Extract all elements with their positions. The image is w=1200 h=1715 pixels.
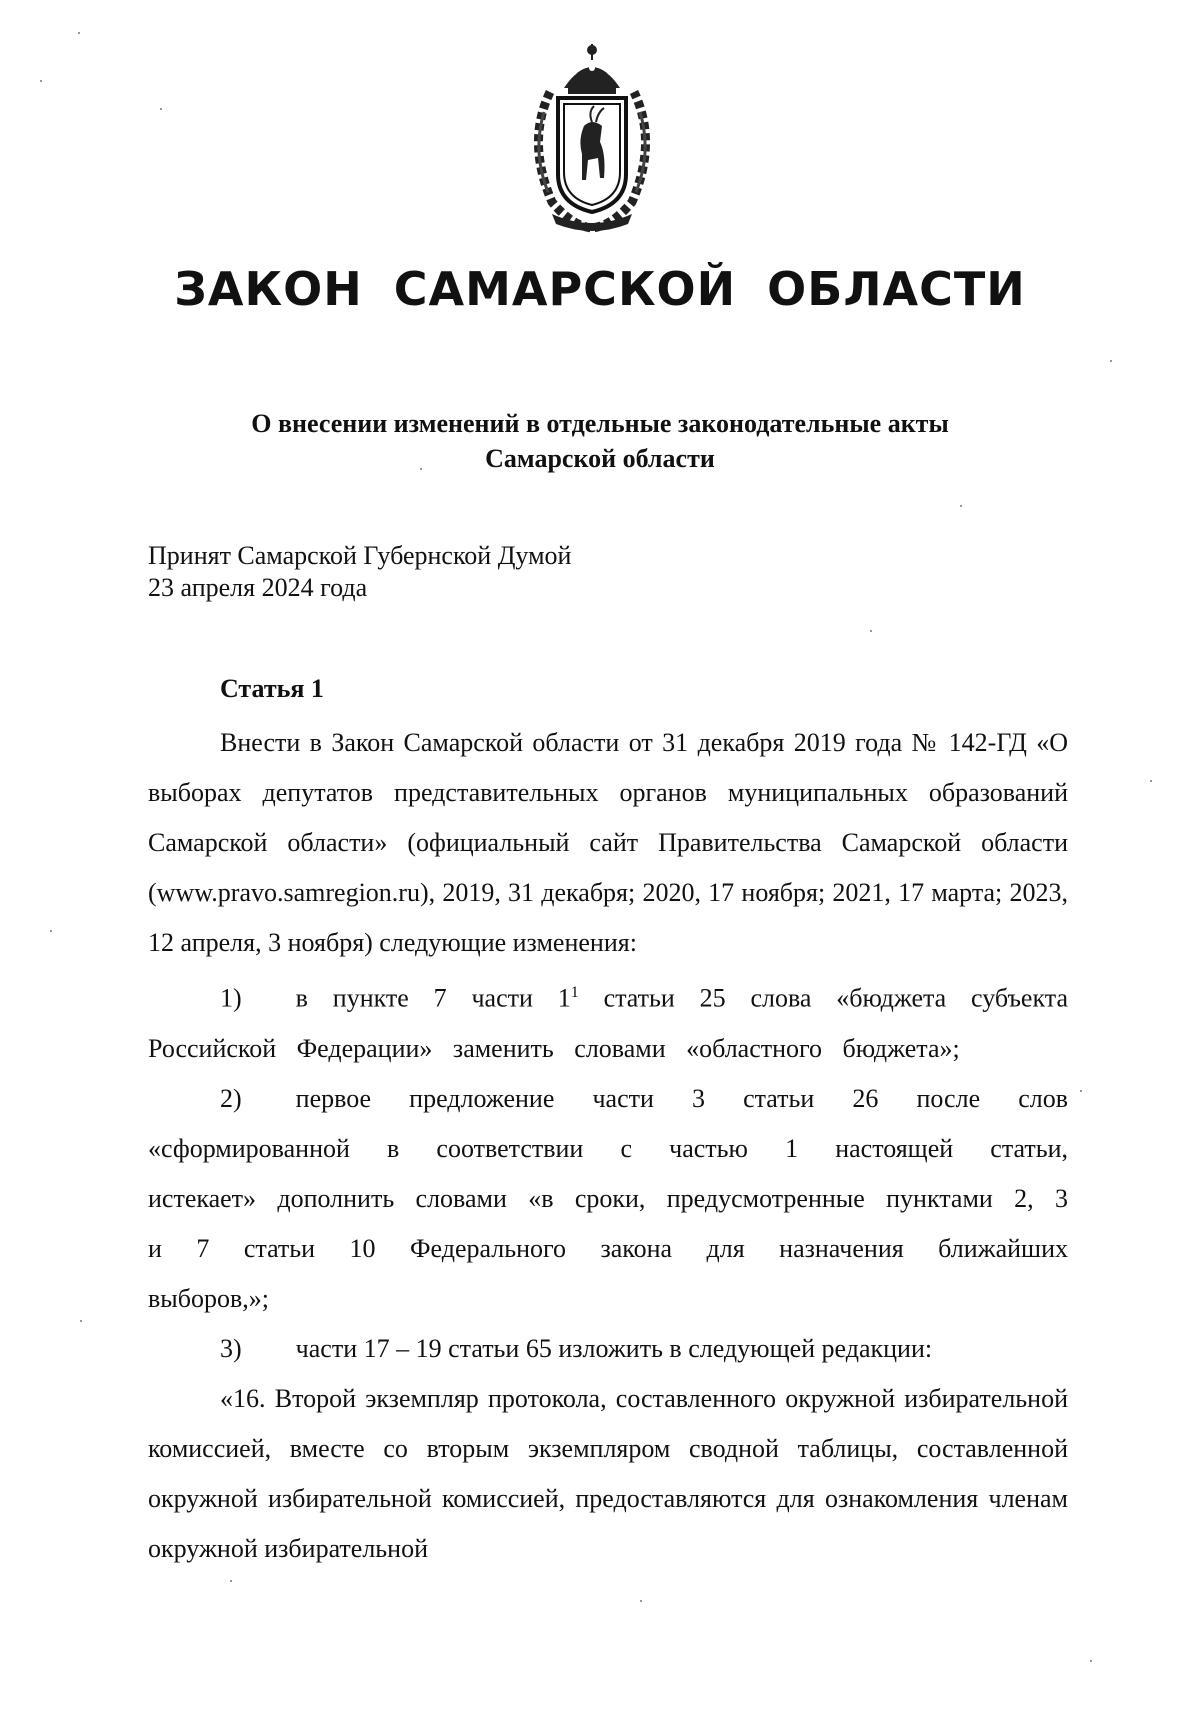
article-body — [148, 718, 1068, 1574]
list-item: 3) части 17 – 19 статьи 65 изложить в следующей редакции: — [220, 1333, 933, 1363]
scan-speck — [78, 32, 80, 34]
item-number: 2) — [220, 1083, 242, 1113]
coat-of-arms-icon — [522, 42, 662, 234]
scan-speck — [1150, 780, 1152, 782]
scan-speck — [870, 630, 872, 632]
scan-speck — [1110, 360, 1112, 362]
adoption-info — [148, 540, 571, 604]
scan-speck — [40, 80, 42, 82]
adoption-date: 23 апреля 2024 года — [148, 573, 368, 602]
subtitle-line: О внесении изменений в отдельные законодательные акты — [251, 409, 949, 438]
item-number: 3) — [220, 1333, 242, 1363]
scan-speck — [420, 468, 422, 470]
list-item: 1) в пункте 7 части $1^1$ статьи 25 слова «бюджета субъекта Российской Федерации» заменить словами «областного бюджета»; — [148, 983, 1068, 1063]
list-item: 2) первое предложение части 3 статьи 26 после слов «сформированной в соответствии с частью 1 настоящей статьи, истекает» дополнить словами «в сроки, предусмотренные пунктами 2, 3 и 7 статьи 10 Федерального закона для назначения ближайших выборов,»; — [148, 1083, 1068, 1313]
scan-speck — [160, 108, 162, 110]
scan-speck — [50, 930, 52, 932]
subtitle-line: Самарской области — [485, 444, 715, 473]
scan-speck — [80, 1320, 82, 1322]
scan-speck — [1080, 1090, 1082, 1092]
law-subtitle — [0, 406, 1200, 476]
scan-speck — [960, 505, 962, 507]
scan-speck — [230, 1580, 232, 1582]
scan-speck — [640, 1600, 642, 1602]
item-number: 1) — [220, 983, 242, 1013]
paragraph: «16. Второй экземпляр протокола, составленного окружной избирательной комиссией, вместе со вторым экземпляром сводной таблицы, составленной окружной избирательной комиссией, предоставляются для ознакомления членам окружной избирательной — [148, 1383, 1068, 1563]
paragraph: Внести в Закон Самарской области от 31 декабря 2019 года № 142-ГД «О выборах депутатов представительных органов муниципальных образований Самарской области» (официальный сайт Правительства Самарской области (www.pravo.samregion.ru), 2019, 31 декабря; 2020, 17 ноября; 2021, 17 марта; 2023, 12 апреля, 3 ноября) следующие изменения: — [148, 728, 1068, 957]
adopted-by: Принят Самарской Губернской Думой — [148, 541, 572, 570]
law-title: ЗАКОН САМАРСКОЙ ОБЛАСТИ — [174, 262, 1026, 316]
scan-speck — [1090, 1660, 1092, 1662]
article-title: Статья 1 — [220, 674, 324, 703]
